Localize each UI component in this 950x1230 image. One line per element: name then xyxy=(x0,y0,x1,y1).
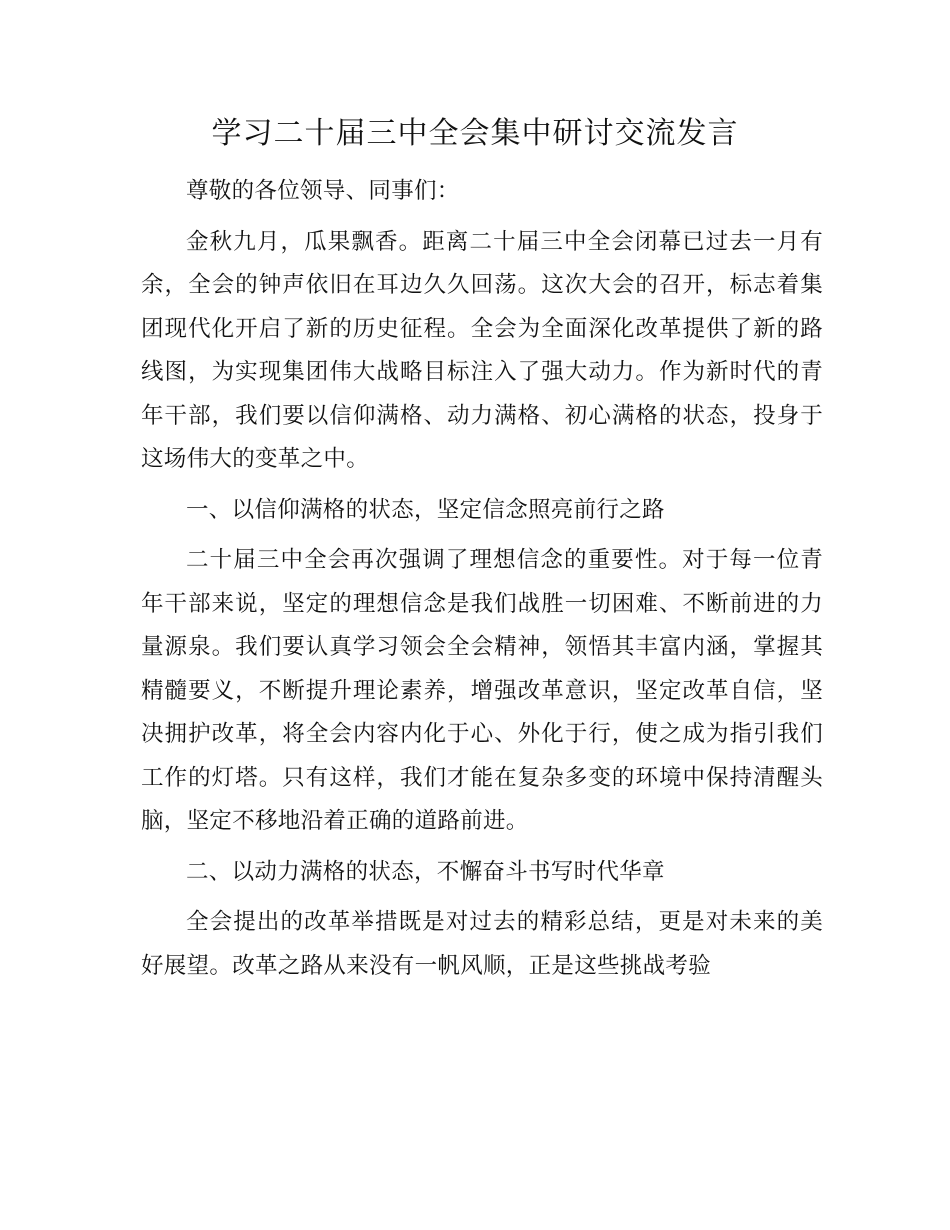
greeting-paragraph: 尊敬的各位领导、同事们： xyxy=(186,178,460,204)
intro-paragraph: 金秋九月，瓜果飘香。距离二十届三中全会闭幕已过去一月有余，全会的钟声依旧在耳边久久回荡。这次大会的召开，标志着集团现代化开启了新的历史征程。全会为全面深化改革提供了新的路线图，为实现集团伟大战略目标注入了强大动力。作为新时代的青年干部，我们要以信仰满格、动力满格、初心满格的状态，投身于这场伟大的变革之中。 xyxy=(141,228,823,472)
document-title: 学习二十届三中全会集中研讨交流发言 xyxy=(211,116,739,151)
section-heading-2: 二、以动力满格的状态，不懈奋斗书写时代华章 xyxy=(186,858,665,885)
section-2-paragraph: 全会提出的改革举措既是对过去的精彩总结，更是对未来的美好展望。改革之路从来没有一帆风顺，正是这些挑战考验 xyxy=(141,909,823,979)
section-1-paragraph: 二十届三中全会再次强调了理想信念的重要性。对于每一位青年干部来说，坚定的理想信念是我们战胜一切困难、不断前进的力量源泉。我们要认真学习领会全会精神，领悟其丰富内涵，掌握其精髓要义，不断提升理论素养，增强改革意识，坚定改革自信，坚决拥护改革，将全会内容内化于心、外化于行，使之成为指引我们工作的灯塔。只有这样，我们才能在复杂多变的环境中保持清醒头脑，坚定不移地沿着正确的道路前进。 xyxy=(141,547,823,834)
section-heading-1: 一、以信仰满格的状态，坚定信念照亮前行之路 xyxy=(186,496,665,523)
document-body xyxy=(141,170,823,995)
